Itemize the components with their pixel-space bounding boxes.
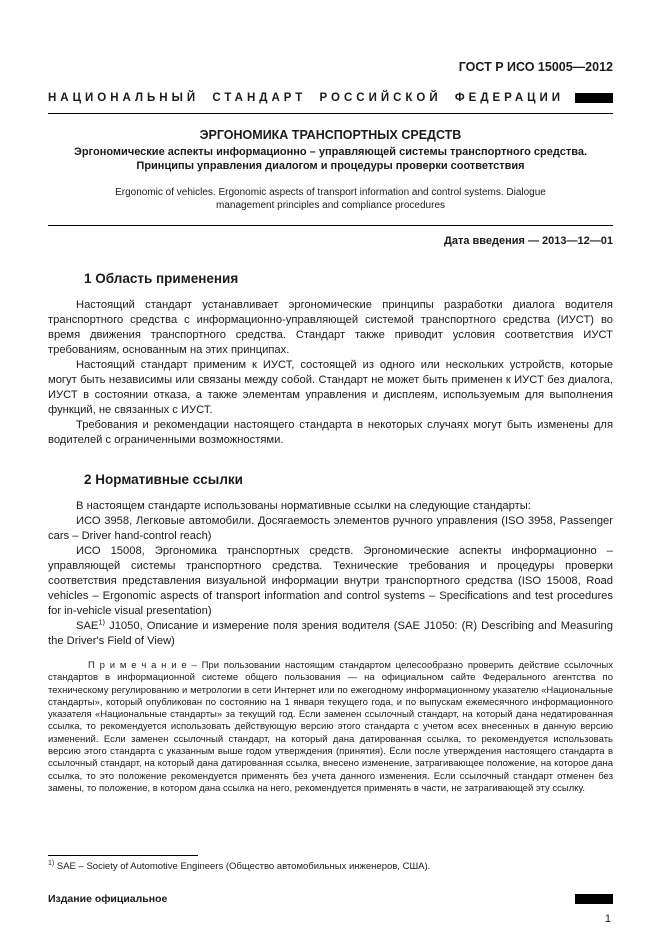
divider-top	[48, 113, 613, 114]
footnote-number: 1)	[48, 859, 55, 867]
section-2-paragraph-1: В настоящем стандарте использованы нормативные ссылки на следующие стандарты:	[76, 500, 531, 512]
note-paragraph: П р и м е ч а н и е – При пользовании настоящим стандартом целесообразно проверить действие ссылочных стандартов в информационной системе общего пользования — на официальном сайте Федерального агентства по техническому регулированию и метрологии в сети Интернет или по ежегодному информационному указателю «Национальные стандарты», который опубликован по состоянию на 1 января текущего года, и по выпускам ежемесячного информационного указателя «Национальные стандарты» за текущий год. Если заменен ссылочный стандарт, на который дана недатированная ссылка, то рекомендуется использовать действующую версию этого стандарта с учетом всех внесенных в данную версию изменений. Если заменен ссылочный стандарт, на который дана датированная ссылка, то рекомендуется использовать версию этого стандарта с указанным выше годом утверждения (принятия). Если после утверждения настоящего стандарта в ссылочный стандарт, на который дана датированная ссылка, внесено изменение, затрагивающее положение, на которое дана ссылка, то это положение рекомендуется применять без учета данного изменения. Если ссылочный стандарт отменен без замены, то положение, в котором дана ссылка на него, рекомендуется применять в части, не затрагивающей эту ссылку.	[48, 660, 613, 794]
sae-reference-text: J1050, Описание и измерение поля зрения водителя (SAE J1050: (R) Describing and Measuring the Driver's Field of View)	[48, 620, 613, 647]
sae-label: SAE	[76, 620, 99, 632]
section-1-paragraph-3: Требования и рекомендации настоящего стандарта в некоторых случаях могут быть изменены для водителей с ограниченными возможностями.	[48, 419, 613, 446]
section-1-paragraph-2: Настоящий стандарт применим к ИУСТ, состоящей из одного или нескольких устройств, которые могут быть независимы или связаны между собой. Стандарт не может быть применен к ИУСТ без диалога, ИУСТ в состоянии отказа, а также элементам управления и дисплеям, используемым для выполнения функций, не связанных с ИУСТ.	[48, 359, 613, 416]
title-ru-main: ЭРГОНОМИКА ТРАНСПОРТНЫХ СРЕДСТВ	[199, 128, 462, 142]
doc-number: ГОСТ Р ИСО 15005—2012	[458, 60, 613, 74]
section-2-heading: 2 Нормативные ссылки	[84, 472, 243, 487]
reference-iso-3958: ИСО 3958, Легковые автомобили. Досягаемость элементов ручного управления (ISO 3958, Passenger cars – Driver hand-control reach)	[48, 515, 613, 542]
edition-label: Издание официальное	[48, 893, 168, 905]
standard-banner: НАЦИОНАЛЬНЫЙ СТАНДАРТ РОССИЙСКОЙ ФЕДЕРАЦИИ	[48, 92, 565, 104]
footer-row	[48, 893, 613, 905]
page-number: 1	[604, 913, 611, 925]
footnote-marker: 1)	[98, 617, 106, 627]
section-1-heading: 1 Область применения	[84, 271, 239, 286]
divider-title	[48, 225, 613, 226]
footnote-text: SAE – Society of Automotive Engineers (Общество автомобильных инженеров, США).	[54, 861, 431, 872]
footnote-divider	[48, 855, 198, 856]
footnote-area	[48, 855, 613, 925]
title-ru-subtitle-2: Принципы управления диалогом и процедуры проверки соответствия	[136, 160, 525, 172]
registration-mark-bottom	[575, 894, 613, 904]
standard-banner-row	[48, 92, 613, 104]
reference-sae-j1050	[48, 619, 613, 649]
title-en: Ergonomic of vehicles. Ergonomic aspects of transport information and control systems. Dialogue management principles and compliance procedures	[115, 187, 546, 211]
registration-mark-top	[575, 93, 613, 103]
title-ru-subtitle-1: Эргономические аспекты информационно – управляющей системы транспортного средства.	[74, 146, 587, 158]
section-1-paragraph-1: Настоящий стандарт устанавливает эргономические принципы разработки диалога водителя транспортного средства с информационно-управляющей системой транспортного средства (ИУСТ) во время движения транспортного средства. Стандарт также приводит условия соответствия ИУСТ требованиям, основанным на этих принципах.	[48, 299, 613, 356]
reference-iso-15008: ИСО 15008, Эргономика транспортных средств. Эргономические аспекты информационно – управляющей системы транспортного средства. Технические требования и процедуры проверки соответствия представления визуальной информации внутри транспортного средства (ISO 15008, Road vehicles – Ergonomic aspects of transport information and control systems – Specifications and test procedures for in-vehicle visual presentation)	[48, 545, 613, 617]
effective-date: Дата введения — 2013—12—01	[444, 235, 613, 247]
footnote-sae	[48, 861, 613, 873]
